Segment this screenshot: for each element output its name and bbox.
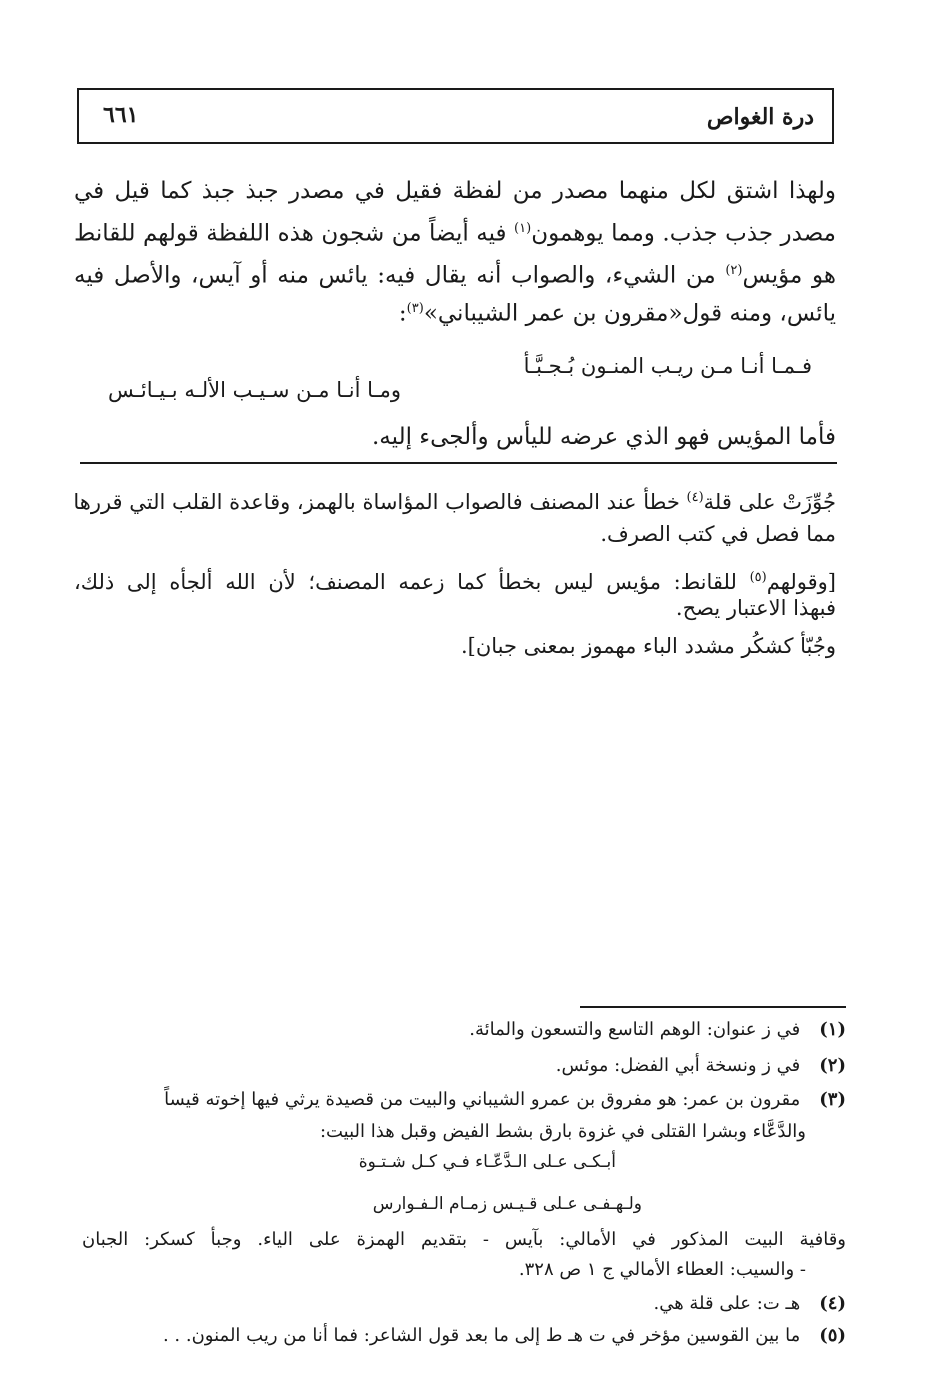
footnote-number: (٤) <box>819 1293 846 1314</box>
footnote-ref-2: (٢) <box>725 263 743 278</box>
note-line-2: مما فصل في كتب الصرف. <box>600 522 836 546</box>
body-line-2: مصدر جذب جذب. ومما يوهمون$^{(١)}$ فيه أيضاً من شجون هذه اللفظة قولهم للقانط <box>74 220 836 247</box>
footnote-3-verse-2: ولـهـفـى عـلى قـيـس زمـام الـفـوارس <box>372 1194 642 1214</box>
footnote-text: في ز عنوان: الوهم التاسع والتسعون والمائة. <box>469 1019 801 1040</box>
footnote-text: مقرون بن عمر: هو مفروق بن عمرو الشيباني والبيت من قصيدة يرثي فيها إخوته قيساً <box>164 1089 801 1110</box>
footnote-ref-5: (٥) <box>749 570 767 585</box>
notes-divider <box>80 462 837 464</box>
footnotes-divider <box>580 1006 846 1008</box>
header-title: درة الغواص <box>706 104 814 130</box>
verse-second-hemistich: ومـا أنـا مـن سـيـب الألـه بـيـائـس <box>108 378 402 402</box>
footnote-4 <box>82 1290 846 1318</box>
body-line-4: يائس، ومنه قول«مقرون بن عمر الشيباني»$^{(٣)}$: <box>398 300 836 327</box>
footnote-number: (١) <box>819 1019 846 1040</box>
footnote-5 <box>82 1322 846 1350</box>
note-line-3: [وقولهم$^{(٥)}$ للقانط: مؤيس ليس بخطأ كما زعمه المصنف؛ لأن الله ألجأه إلى ذلك، <box>74 570 836 594</box>
footnote-2 <box>82 1052 846 1080</box>
note-line-4: فبهذا الاعتبار يصح. <box>675 596 836 620</box>
footnote-text: هـ ت: على قلة هي. <box>653 1293 801 1314</box>
body-line-1: ولهذا اشتق لكل منهما مصدر من لفظة فقيل في مصدر جبذ جبذ كما قيل في <box>74 178 836 204</box>
body-line-3: هو مؤيس$^{(٢)}$ من الشيء، والصواب أنه يقال فيه: يائس منه أو آيس، والأصل فيه <box>74 262 836 289</box>
running-header <box>77 88 834 144</box>
note-line-1: جُوِّزَتْ على قلة$^{(٤)}$ خطأ عند المصنف فالصواب المؤاساة بالهمز، وقاعدة القلب التي قررها <box>73 490 836 514</box>
footnote-ref-1: (١) <box>514 221 532 236</box>
footnote-3-line-3: وقافية البيت المذكور في الأمالي: بآيس - بتقديم الهمزة على الياء. وجبأ كسكر: الجبان <box>82 1229 846 1250</box>
footnote-text: ما بين القوسين مؤخر في ت هـ ط إلى ما بعد قول الشاعر: فما أنا من ريب المنون. . . <box>162 1325 801 1346</box>
footnote-number: (٥) <box>819 1325 846 1346</box>
footnote-3-line-4: - والسيب: العطاء الأمالي ج ١ ص ٣٢٨. <box>518 1259 806 1280</box>
footnote-3-verse-1: أبـكـى عـلى الـدَّعّـاء فـي كـل شـتـوة <box>358 1152 616 1172</box>
footnote-number: (٣) <box>819 1089 846 1110</box>
page-number: ٦٦١ <box>103 102 139 128</box>
footnote-3 <box>82 1086 846 1114</box>
verse-first-hemistich: فـمـا أنـا مـن ريـب المنـون بُـجـبَّـأ <box>523 354 812 378</box>
footnote-text: في ز ونسخة أبي الفضل: موئس. <box>555 1055 801 1076</box>
note-line-5: وجُبّأ كشكُر مشدد الباء مهموز بمعنى جبان]. <box>460 634 836 658</box>
footnote-ref-4: (٤) <box>686 490 704 505</box>
footnote-3-line-2: والدَّعَّاء وبشرا القتلى في غزوة بارق بشط الفيض وقبل هذا البيت: <box>319 1121 806 1142</box>
footnote-ref-3: (٣) <box>406 301 424 316</box>
body-line-5: فأما المؤيس فهو الذي عرضه لليأس وألجىء إليه. <box>372 424 836 450</box>
footnote-number: (٢) <box>819 1055 846 1076</box>
footnote-1 <box>82 1016 846 1044</box>
